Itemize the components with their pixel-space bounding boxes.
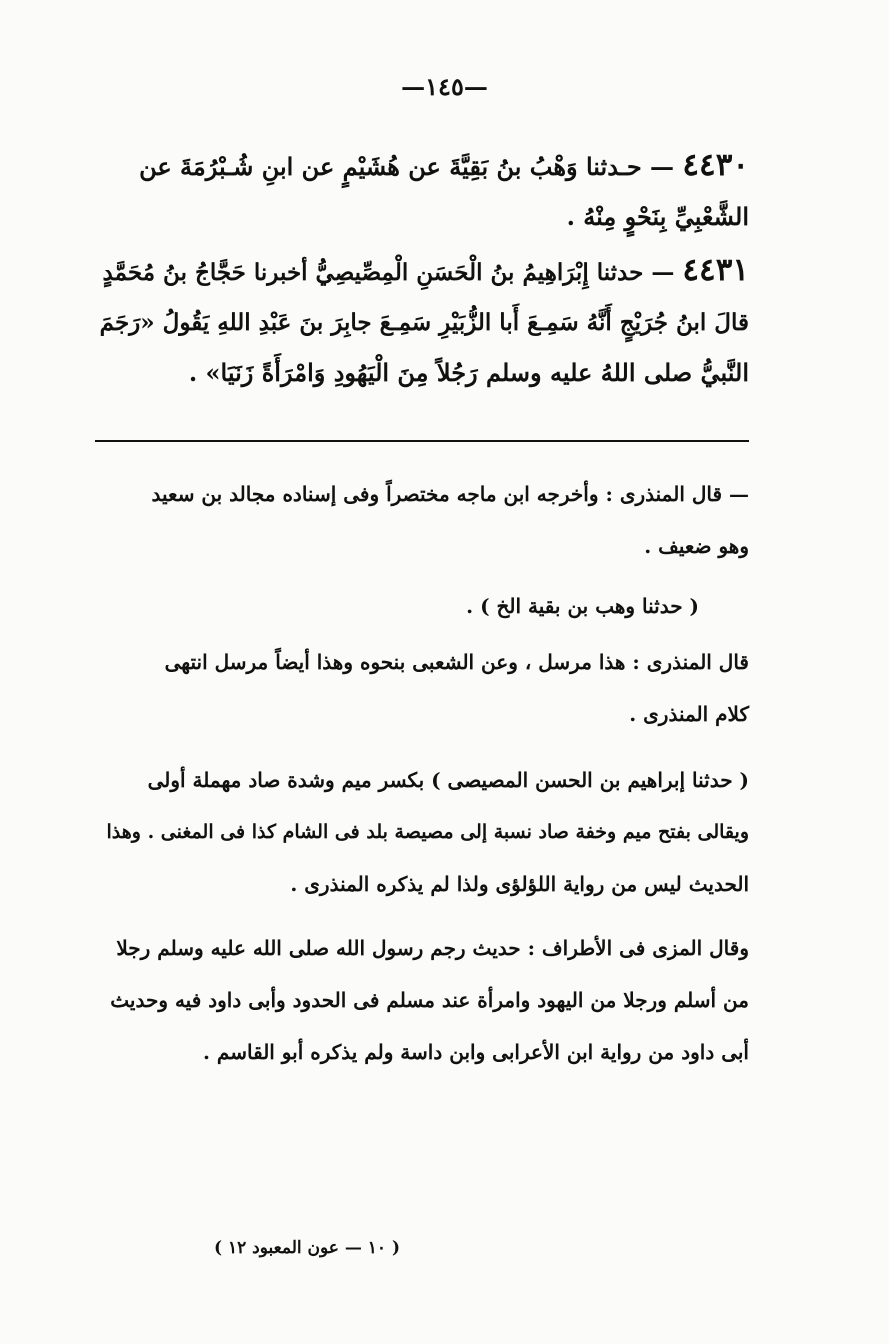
commentary-paragraph [95,636,749,740]
commentary-paragraph [95,468,749,572]
hadith-line: الشَّعْبِيِّ بِنَحْوٍ مِنْهُ . [566,202,749,231]
commentary-line: قال المنذرى : هذا مرسل ، وعن الشعبى بنحوه وهذا أيضاً مرسل انتهى [164,650,749,674]
hadith-text: — حـدثنا وَهْبُ بنُ بَقِيَّةَ عن هُشَيْمٍ عن ابنِ شُـبْرُمَةَ عن [139,152,675,181]
commentary-line: من أسلم ورجلا من اليهود وامرأة عند مسلم فى الحدود وأبى داود فيه وحديث [110,988,749,1012]
hadith-number: ٤٤٣١ [682,252,749,288]
commentary-paragraph [95,922,749,1078]
footnote-divider [95,440,749,442]
hadith-line: النَّبيُّ صلى اللهُ عليه وسلم رَجُلاً مِنَ الْيَهُودِ وَامْرَأَةً زَنَيَا» . [188,358,749,387]
commentary-line: وهو ضعيف . [644,534,749,558]
commentary-line: — قال المنذرى : وأخرجه ابن ماجه مختصراً وفى إسناده مجالد بن سعيد [151,482,749,506]
commentary-line: كلام المنذرى . [629,702,749,726]
commentary-line: أبى داود من رواية ابن الأعرابى وابن داسة ولم يذكره أبو القاسم . [202,1040,749,1064]
commentary-paragraph [95,580,749,632]
hadith-line [95,140,749,192]
hadith-number: ٤٤٣٠ [682,147,749,183]
commentary-line: ( حدثنا إبراهيم بن الحسن المصيصى ) بكسر ميم وشدة صاد مهملة أولى [147,768,749,792]
volume-footer: ( ١٠ — عون المعبود ١٢ ) [214,1238,400,1258]
commentary-line: وقال المزى فى الأطراف : حديث رجم رسول الله صلى الله عليه وسلم رجلا [116,936,749,960]
page-number: —١٤٥— [401,72,488,101]
commentary-line: ( حدثنا وهب بن بقية الخ ) . [466,594,699,618]
commentary-line: الحديث ليس من رواية اللؤلؤى ولذا لم يذكره المنذرى . [290,872,749,896]
hadith-4431 [95,245,749,398]
hadith-text: — حدثنا إِبْرَاهِيمُ بنُ الْحَسَنِ الْمِصِّيصِيُّ أخبرنا حَجَّاجُ بنُ مُحَمَّدٍ [102,259,675,286]
hadith-line: قالَ ابنُ جُرَيْجٍ أَنَّهُ سَمِـعَ أَبا الزُّبَيْرِ سَمِـعَ جابِرَ بنَ عَبْدِ اللهِ يَقُولُ «رَجَمَ [99,309,749,336]
commentary-paragraph [95,754,749,910]
commentary-section [95,468,749,1078]
hadith-line [95,245,749,298]
commentary-line: ويقالى بفتح ميم وخفة صاد نسبة إلى مصيصة بلد فى الشام كذا فى المغنى . وهذا [106,821,749,843]
hadith-4430 [95,140,749,242]
